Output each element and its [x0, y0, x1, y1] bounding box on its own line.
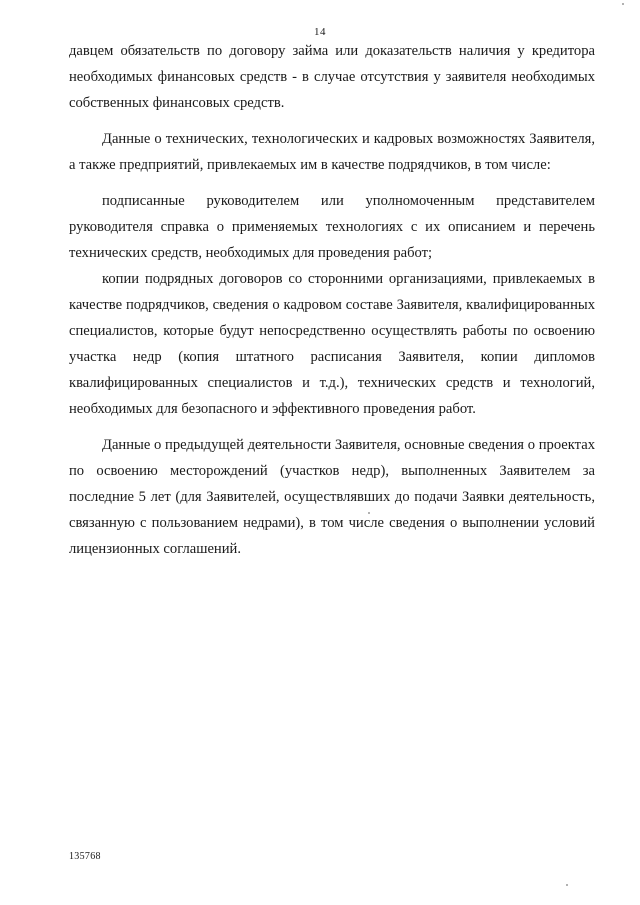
paragraph-previous-activity: Данные о предыдущей деятельности Заявителя, основные сведения о проектах по освоению месторождений (участков недр), выполненных Заявителем за последние 5 лет (для Заявителей, осуществлявших до подачи Заявки деятельность, связанную с пользованием недрами), в том числе сведения о выполнении условий лицензионных соглашений.	[69, 437, 595, 557]
scan-speck	[566, 884, 568, 886]
paragraph-contract-copies: копии подрядных договоров со сторонними организациями, привлекаемых в качестве подрядчиков, сведения о кадровом составе Заявителя, квалифицированных специалистов, которые будут непосредственно осуществлять работы по освоению участка недр (копия штатного расписания Заявителя, копии дипломов квалифицированных специалистов и т.д.), технических средств и технологий, необходимых для безопасного и эффективного проведения работ.	[69, 271, 595, 417]
paragraph-technical-capabilities: Данные о технических, технологических и кадровых возможностях Заявителя, а также предприятий, привлекаемых им в качестве подрядчиков, в том числе:	[69, 131, 595, 173]
paragraph-continuation: давцем обязательств по договору займа или доказательств наличия у кредитора необходимых финансовых средств - в случае отсутствия у заявителя необходимых собственных финансовых средств.	[69, 43, 595, 111]
scan-speck	[368, 512, 370, 514]
page-number: 14	[314, 26, 326, 38]
document-id: 135768	[69, 851, 101, 862]
paragraph-technology-certificate: подписанные руководителем или уполномоченным представителем руководителя справка о применяемых технологиях с их описанием и перечень технических средств, необходимых для проведения работ;	[69, 193, 595, 261]
document-body	[69, 38, 595, 562]
scan-speck	[622, 3, 624, 5]
